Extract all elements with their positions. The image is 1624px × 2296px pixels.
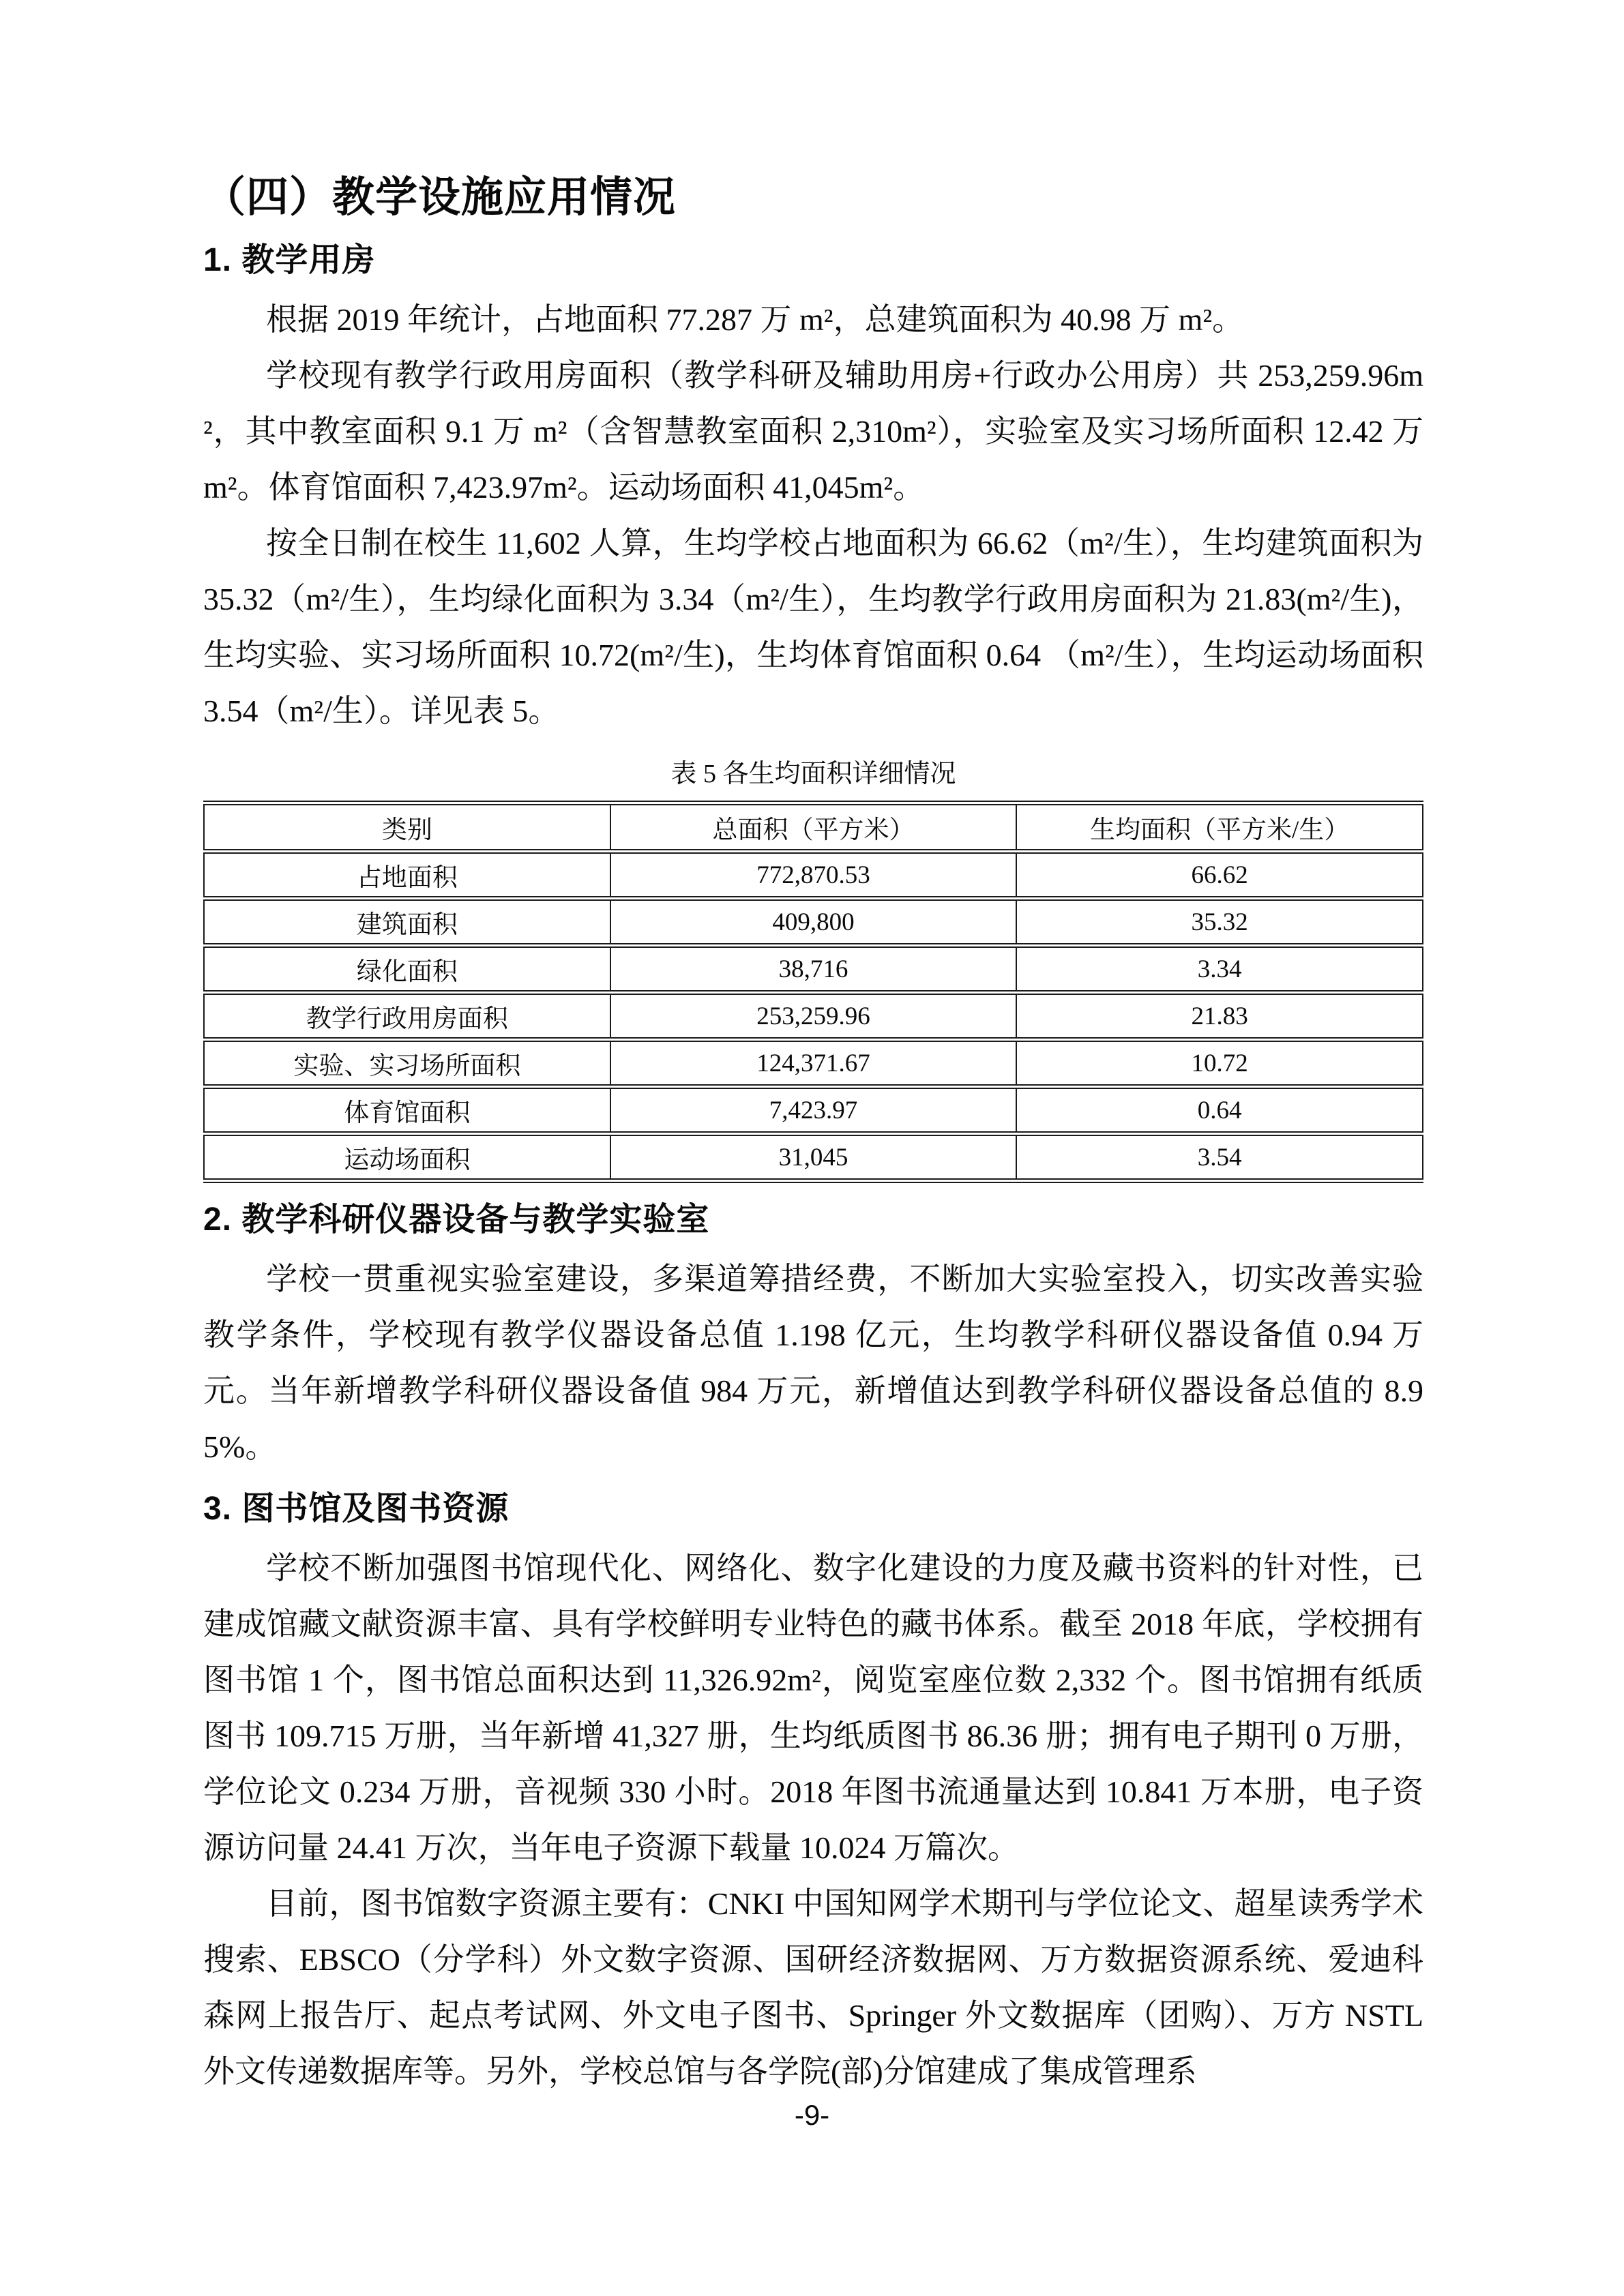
table-row: [204, 899, 1423, 946]
table-cell-total: 7,423.97: [610, 1087, 1017, 1134]
table-header-per-student-area: 生均面积（平方米/生）: [1016, 803, 1423, 852]
table-cell-per-student: 10.72: [1016, 1040, 1423, 1087]
page-number: -9-: [794, 2099, 830, 2131]
paragraph-library-collection: 学校不断加强图书馆现代化、网络化、数字化建设的力度及藏书资料的针对性，已建成馆藏文献资源丰富、具有学校鲜明专业特色的藏书体系。截至 2018 年底，学校拥有图书馆 1 个，图书馆总面积达到 11,326.92m²，阅览室座位数 2,332 个。图书馆拥有纸质图书 109.715 万册，当年新增 41,327 册，生均纸质图书 86.36 册；拥有电子期刊 0 万册，学位论文 0.234 万册，音视频 330 小时。2018 年图书流通量达到 10.841 万本册，电子资源访问量 24.41 万次，当年电子资源下载量 10.024 万篇次。: [203, 1551, 1424, 1865]
table-row: [204, 1134, 1423, 1181]
paragraph-per-student-area: 按全日制在校生 11,602 人算，生均学校占地面积为 66.62（m²/生），生均建筑面积为 35.32（m²/生），生均绿化面积为 3.34（m²/生），生均教学行政用房面积为 21.83(m²/生)，生均实验、实习场所面积 10.72(m²/生)，生均体育馆面积 0.64 （m²/生），生均运动场面积 3.54（m²/生）。详见表 5。: [203, 526, 1423, 728]
table-cell-total: 124,371.67: [610, 1040, 1017, 1087]
table-cell-category: 建筑面积: [204, 899, 610, 946]
table-cell-total: 253,259.96: [610, 993, 1017, 1040]
table-cell-total: 772,870.53: [610, 852, 1017, 899]
table-cell-per-student: 21.83: [1016, 993, 1423, 1040]
table-header-row: [204, 803, 1423, 852]
table-header-total-area: 总面积（平方米）: [610, 803, 1017, 852]
paragraph-equipment-value: 学校一贯重视实验室建设，多渠道筹措经费，不断加大实验室投入，切实改善实验教学条件，学校现有教学仪器设备总值 1.198 亿元，生均教学科研仪器设备值 0.94 万元。当年新增教学科研仪器设备值 984 万元，新增值达到教学科研仪器设备总值的 8.95%。: [203, 1262, 1423, 1464]
subsection-heading-equipment-labs: 2. 教学科研仪器设备与教学实验室: [203, 1202, 710, 1238]
table-cell-category: 实验、实习场所面积: [204, 1040, 610, 1087]
table-row: [204, 1087, 1423, 1134]
table-row: [204, 1040, 1423, 1087]
subsection-heading-teaching-rooms: 1. 教学用房: [203, 242, 376, 278]
table-row: [204, 993, 1423, 1040]
per-student-area-table: [203, 801, 1423, 1183]
table-cell-category: 占地面积: [204, 852, 610, 899]
table-cell-per-student: 3.34: [1016, 946, 1423, 993]
paragraph-admin-rooms-area: 学校现有教学行政用房面积（教学科研及辅助用房+行政办公用房）共 253,259.96m²，其中教室面积 9.1 万 m²（含智慧教室面积 2,310m²），实验室及实习场所面积 12.42 万 m²。体育馆面积 7,423.97m²。运动场面积 41,045m²。: [203, 358, 1423, 505]
paragraph-digital-resources: 目前，图书馆数字资源主要有：CNKI 中国知网学术期刊与学位论文、超星读秀学术搜索、EBSCO（分学科）外文数字资源、国研经济数据网、万方数据资源系统、爱迪科森网上报告厅、起点考试网、外文电子图书、Springer 外文数据库（团购）、万方 NSTL 外文传递数据库等。另外，学校总馆与各学院(部)分馆建成了集成管理系: [203, 1886, 1423, 2089]
table-cell-total: 31,045: [610, 1134, 1017, 1181]
table-cell-per-student: 0.64: [1016, 1087, 1423, 1134]
table-cell-total: 38,716: [610, 946, 1017, 993]
table-cell-total: 409,800: [610, 899, 1017, 946]
table-caption: 表 5 各生均面积详细情况: [670, 760, 956, 788]
paragraph-land-and-building-area: 根据 2019 年统计，占地面积 77.287 万 m²，总建筑面积为 40.98 万 m²。: [266, 302, 1244, 337]
table-header-category: 类别: [204, 803, 610, 852]
table-cell-category: 教学行政用房面积: [204, 993, 610, 1040]
section-title: （四）教学设施应用情况: [203, 174, 677, 221]
table-cell-category: 绿化面积: [204, 946, 610, 993]
table-cell-category: 运动场面积: [204, 1134, 610, 1181]
table-cell-per-student: 3.54: [1016, 1134, 1423, 1181]
table-cell-per-student: 66.62: [1016, 852, 1423, 899]
table-row: [204, 852, 1423, 899]
table-cell-per-student: 35.32: [1016, 899, 1423, 946]
subsection-heading-library: 3. 图书馆及图书资源: [203, 1491, 510, 1527]
table-row: [204, 946, 1423, 993]
table-cell-category: 体育馆面积: [204, 1087, 610, 1134]
